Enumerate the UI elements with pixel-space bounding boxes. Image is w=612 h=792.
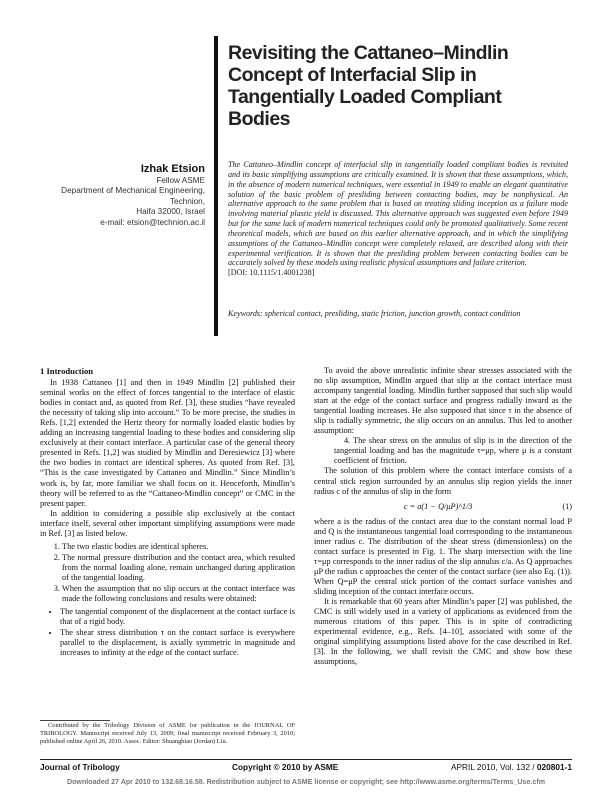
paper-title: Revisiting the Cattaneo–Mindlin Concept of Interfacial Slip in Tangentially Loaded Compliant Bodies <box>228 42 509 130</box>
abstract-text: The Cattaneo–Mindlin concept of interfacial slip in tangentially loaded compliant bodies is revisited and its basic simplifying assumptions are critically examined. It is shown that these assumptions, which, in the absence of modern numerical techniques, were essential in 1949 to enable an elegant quantitative solution of the basic problem of presliding between contacting bodies, may be nonphysical. An alternative approach to the same problem that is based on treating sliding inception as a failure mode involving material plastic yield is discussed. This alternative approach was suggested even before 1949 but for the same lack of modern numerical techniques could only be promoted qualitatively. Some recent theoretical models, which are based on this earlier alternative approach, and in which the simplifying assumptions of the Cattaneo–Mindlin concept were completely relaxed, are described along with their experimental verification. It is shown that the presliding problem between contacting bodies can be accurately solved by these models using realistic physical assumptions and failure criterion. <box>228 160 568 268</box>
equation-body: c = a(1 − Q/μP)^1/3 <box>403 501 473 511</box>
intro-paragraph-5: where a is the radius of the contact area due to the constant normal load P and Q is the instantaneous tangential load corresponding to the instantaneous inner radius c. The distribution of the shear stress (dimensionless) on the contact surface is presented in Fig. 1. The sharp intersection with the line τ=μp corresponds to the inner radius of the slip annulus c/a. As Q approaches μP the radius c approaches the center of the contact surface (see also Eq. (1)). When Q=μP the central stick portion of the contact surface vanishes and sliding inception of the contact interface occurs. <box>314 516 572 596</box>
intro-paragraph-6: It is remarkable that 60 years after Mindlin’s paper [2] was published, the CMC is still widely used in a variety of applications as evidenced from the numerous citations of this paper. This is in spite of contradicting experimental evidence, e.g., Refs. [4–10], associated with some of the original simplifying assumptions listed above for the case described in Ref. [3]. In the following, we shall revisit the CMC and show how these assumptions, <box>314 597 572 667</box>
title-rule <box>214 36 218 336</box>
bullet-item: • The shear stress distribution τ on the contact surface is everywhere parallel to the displacement, is axially symmetric in magnitude and increases to infinity at the edge of the contact surface. <box>60 628 295 658</box>
no-slip-results-list <box>40 607 295 658</box>
footer-rule <box>40 759 572 760</box>
author-name: Izhak Etsion <box>140 163 205 175</box>
intro-paragraph-2: In addition to considering a possible slip exclusively at the contact interface itself, several other important simplifying assumptions were made in Ref. [3] as listed below. <box>40 508 295 538</box>
intro-paragraph-3: To avoid the above unrealistic infinite shear stresses associated with the no slip assumption, Mindlin argued that slip at the contact interface must accompany tangential loading. Mindlin further supposed that such slip would start at the edge of the contact surface and progress radially inward as the tangential loading increases. He also supposed that since τ in the absence of slip is radially symmetric, the slip occurs on an annulus. This led to another assumption: <box>314 366 572 436</box>
footnote: Contributed by the Tribology Division of ASME for publication in the JOURNAL OF TRIBOLOGY. Manuscript received July 13, 2009; final manuscript received February 3, 2010; published online April 26, 2010. Assoc. Editor: Shuangbiao (Jordan) Liu. <box>40 722 295 745</box>
footer-page: 020801-1 <box>536 762 572 772</box>
abstract <box>228 160 568 278</box>
assumption-item: 2. The normal pressure distribution and the contact area, which resulted from the normal loading alone, remain unchanged during application of the tangential loading. <box>62 553 295 583</box>
footer-journal: Journal of Tribology <box>40 762 120 772</box>
author-affiliation-1: Department of Mechanical Engineering, <box>61 186 205 196</box>
assumption-list <box>40 542 295 604</box>
author-address: Haifa 32000, Israel <box>136 207 205 217</box>
equation-number: (1) <box>562 501 572 511</box>
assumption-item-4: 4. The shear stress on the annulus of slip is in the direction of the tangential loading and has the magnitude τ=μp, where μ is a constant coefficient of friction. <box>334 436 572 466</box>
footer-issue-page <box>400 762 572 772</box>
footer-copyright: Copyright © 2010 by ASME <box>232 762 339 772</box>
author-email[interactable]: e-mail: etsion@technion.ac.il <box>100 217 205 227</box>
intro-paragraph-4: The solution of this problem where the contact interface consists of a central stick region surrounded by an annulus slip region yields the inner radius c of the annulus of slip in the form <box>314 466 572 496</box>
section-heading-introduction: 1 Introduction <box>40 366 94 376</box>
assumption-item: 1. The two elastic bodies are identical spheres. <box>62 542 295 552</box>
author-affiliation-2: Technion, <box>169 196 205 206</box>
equation-1 <box>314 502 572 512</box>
left-column <box>40 366 295 659</box>
author-block <box>40 162 205 228</box>
footnote-rule <box>40 720 110 721</box>
download-notice: Downloaded 27 Apr 2010 to 132.68.16.58. Redistribution subject to ASME license or copyright; see http://www.asme.org/terms/Terms_Use.cfm <box>66 778 546 786</box>
doi[interactable]: [DOI: 10.1115/1.4001238] <box>228 268 315 278</box>
right-column <box>314 366 572 667</box>
author-position: Fellow ASME <box>156 176 205 185</box>
bullet-item: • The tangential component of the displacement at the contact surface is that of a rigid body. <box>60 607 295 627</box>
assumption-item: 3. When the assumption that no slip occurs at the contact interface was made the following conclusions and results were obtained: <box>62 584 295 604</box>
keywords: Keywords: spherical contact, presliding, static friction, junction growth, contact condition <box>228 309 521 318</box>
intro-paragraph-1: In 1938 Cattaneo [1] and then in 1949 Mindlin [2] published their seminal works on the effect of forces tangential to the interface of elastic bodies in contact and, as quoted from Ref. [3], these studies “have revealed the necessity of taking slip into account.” To be more precise, the studies in Refs. [1,2] extended the Hertz theory for normally loaded elastic bodies by adding an increasing tangential loading to these bodies and considering slip exclusively at their contact interface. A particular case of the general theory presented in Refs. [1,2] was studied by Mindlin and Deresiewicz [3] where the two bodies in contact are identical spheres. As quoted from Ref. [3], “This is the case investigated by Cattaneo and Mindlin.” Since Mindlin’s work is, by far, more familiar we shall focus on it. Henceforth, Mindlin’s theory will be referred to as the “Cattaneo-Mindlin concept” or CMC in the present paper. <box>40 378 295 508</box>
footer-issue: APRIL 2010, Vol. 132 / <box>450 762 535 772</box>
